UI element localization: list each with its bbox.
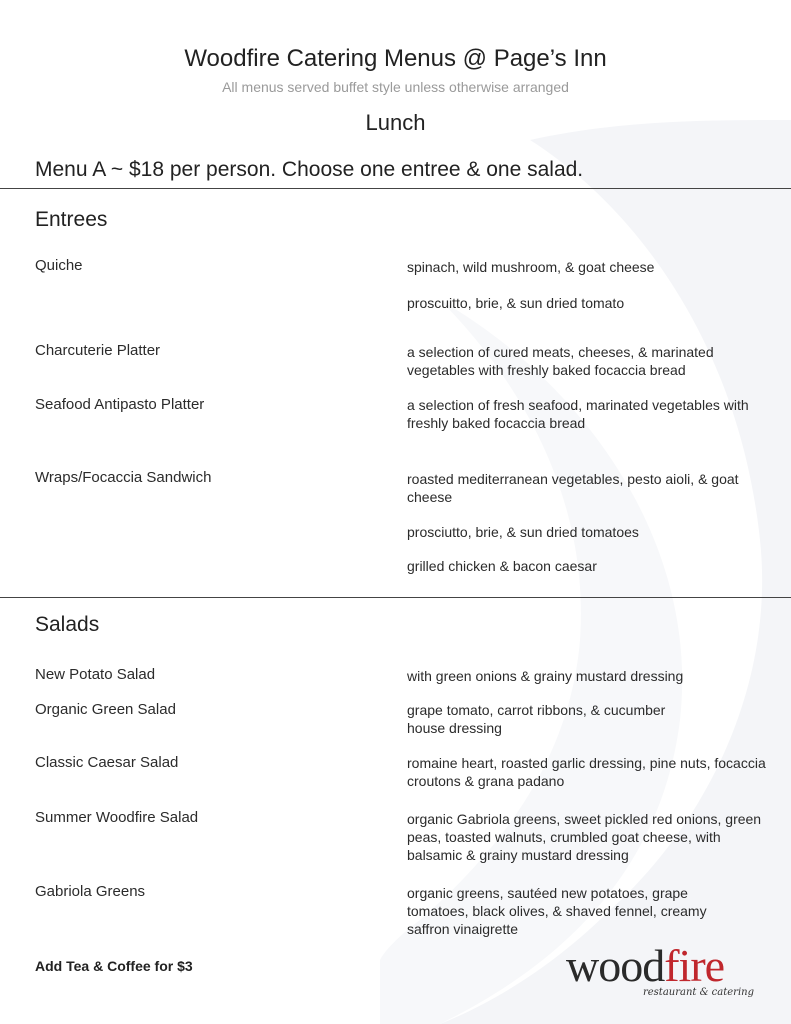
salad-description: with green onions & grainy mustard dressing: [407, 668, 684, 684]
entree-option: prosciutto, brie, & sun dried tomatoes: [407, 524, 639, 540]
entree-option: proscuitto, brie, & sun dried tomato: [407, 295, 625, 311]
entree-option: grilled chicken & bacon caesar: [407, 558, 597, 574]
salad-name-gabriola-greens: Gabriola Greens: [35, 883, 146, 900]
add-on-note: Add Tea & Coffee for $3: [35, 958, 193, 974]
entree-name-seafood: Seafood Antipasto Platter: [35, 396, 205, 413]
meal-heading: Lunch: [365, 110, 426, 135]
salad-description: grape tomato, carrot ribbons, & cucumber house dressing: [407, 702, 666, 736]
entree-option: a selection of fresh seafood, marinated vegetables with freshly baked focaccia bread: [407, 397, 749, 431]
logo-wordmark: [566, 940, 724, 992]
entree-option: a selection of cured meats, cheeses, & marinated vegetables with freshly baked focaccia bread: [407, 344, 714, 378]
entree-option: spinach, wild mushroom, & goat cheese: [407, 259, 655, 275]
salad-name-potato: New Potato Salad: [35, 666, 156, 683]
divider: [0, 188, 791, 189]
menu-heading: Menu A ~ $18 per person. Choose one entree & one salad.: [35, 158, 584, 181]
entree-option: roasted mediterranean vegetables, pesto aioli, & goat cheese: [407, 471, 739, 505]
logo-wood-text: wood: [566, 940, 665, 991]
salad-name-summer-woodfire: Summer Woodfire Salad: [35, 809, 199, 826]
divider: [0, 597, 791, 598]
page-subtitle: All menus served buffet style unless otherwise arranged: [222, 79, 569, 95]
salads-heading: Salads: [35, 613, 100, 636]
entrees-heading: Entrees: [35, 208, 108, 231]
salad-description: organic greens, sautéed new potatoes, grape tomatoes, black olives, & shaved fennel, creamy saffron vinaigrette: [407, 885, 707, 937]
entree-name-wraps: Wraps/Focaccia Sandwich: [35, 469, 212, 486]
salad-description: romaine heart, roasted garlic dressing, pine nuts, focaccia croutons & grana padano: [407, 755, 766, 789]
salad-name-organic-green: Organic Green Salad: [35, 701, 176, 718]
logo-fire-text: fire: [664, 940, 725, 991]
salad-description: organic Gabriola greens, sweet pickled red onions, green peas, toasted walnuts, crumbled goat cheese, with balsamic & grainy mustard dressing: [407, 811, 762, 863]
salad-name-caesar: Classic Caesar Salad: [35, 754, 179, 771]
woodfire-logo: [563, 940, 758, 1010]
entree-name-charcuterie: Charcuterie Platter: [35, 342, 161, 359]
page-title: Woodfire Catering Menus @ Page’s Inn: [184, 45, 607, 72]
entree-name-quiche: Quiche: [35, 257, 83, 274]
logo-tagline: restaurant & catering: [642, 987, 754, 998]
